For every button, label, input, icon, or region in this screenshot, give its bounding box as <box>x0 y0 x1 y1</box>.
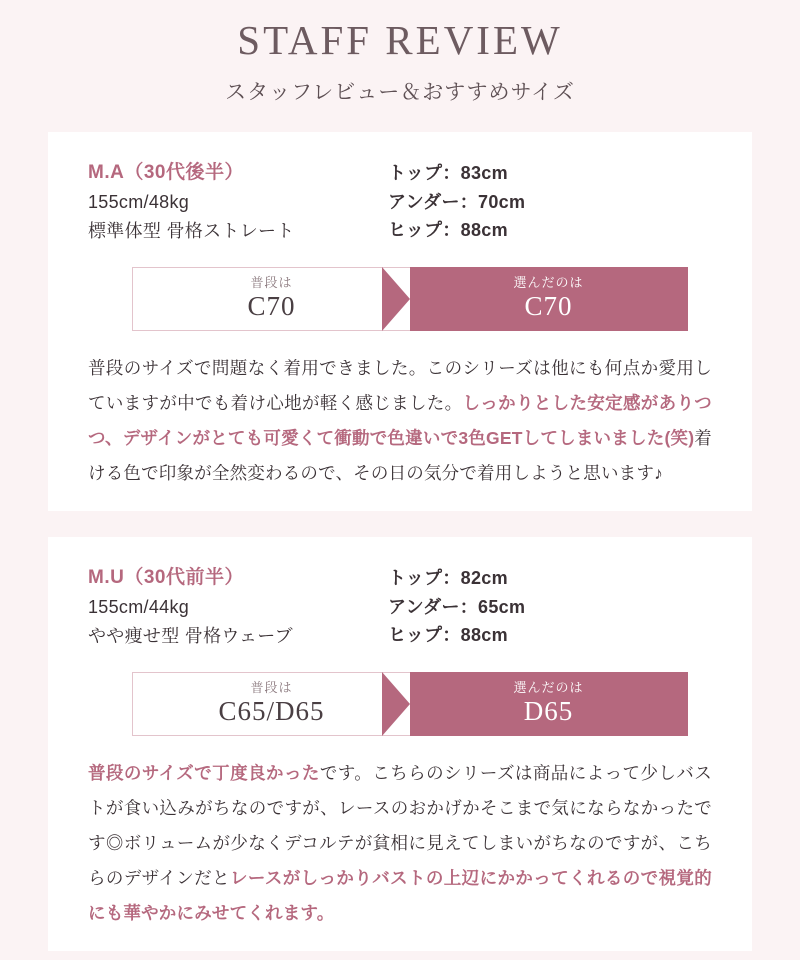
review-text-highlight: しっかりとした安定感がありつつ、デザインがとても可愛くて衝動で色違いで3色GETしてしまいました(笑) <box>88 393 712 449</box>
usual-size-value: C65/D65 <box>218 696 325 727</box>
chosen-size-block <box>410 267 688 331</box>
chosen-size-label: 選んだのは <box>513 680 584 696</box>
measurement-under: アンダー：70cm <box>388 191 526 212</box>
page-subtitle: スタッフレビュー＆おすすめサイズ <box>225 81 575 105</box>
measurement-under: アンダー：65cm <box>388 596 526 617</box>
reviewer-profile <box>88 158 712 245</box>
page-header <box>0 0 800 106</box>
reviewer-info <box>88 158 388 245</box>
page-title: STAFF REVIEW <box>237 17 563 63</box>
review-card <box>48 132 752 511</box>
usual-size-block <box>132 672 410 736</box>
measurement-hip: ヒップ：88cm <box>388 625 508 646</box>
reviewer-body-shape: 標準体型 骨格ストレート <box>88 220 295 241</box>
review-card-inner <box>48 563 752 931</box>
review-text-highlight-1: 普段のサイズで丁度良かった <box>88 763 320 784</box>
review-text-highlight-2: レースがしっかりバストの上辺にかかってくれるので視覚的にも華やかにみせてくれます。 <box>88 868 713 924</box>
review-text-part1: 普段のサイズで問題なく着用できました。このシリーズは他にも何点か愛用していますが中でも着け心地が軽く感じました。 <box>88 358 712 414</box>
review-text-middle: です。こちらのシリーズは商品によって少しバストが食い込みがちなのですが、レースのおかげかそこまで気にならなかったです◎ボリュームが少なくデコルテが貧相に見えてしまいがちなのですが、こちらのデザインだと <box>88 763 712 889</box>
arrow-backdrop-icon <box>382 267 410 331</box>
reviewer-measurements <box>388 563 712 649</box>
size-comparison-banner <box>132 267 688 331</box>
review-card-inner <box>48 158 752 491</box>
size-comparison-banner <box>132 672 688 736</box>
usual-size-label: 普段は <box>250 680 293 696</box>
review-card <box>48 537 752 951</box>
reviewer-name: M.A（30代後半） <box>88 162 244 184</box>
review-body-text <box>88 351 712 491</box>
chosen-size-label: 選んだのは <box>513 275 584 291</box>
reviewer-profile <box>88 563 712 650</box>
measurement-top: トップ：82cm <box>388 568 508 589</box>
usual-size-label: 普段は <box>250 275 293 291</box>
reviewer-body-spec: 155cm/44kg <box>88 596 190 617</box>
reviewer-body-shape: やや痩せ型 骨格ウェーブ <box>88 625 293 646</box>
review-body-text <box>88 756 712 931</box>
chosen-size-value: D65 <box>523 696 574 727</box>
measurement-top: トップ：83cm <box>388 163 508 184</box>
review-text-part2: 着ける色で印象が全然変わるので、その日の気分で着用しようと思います♪ <box>88 428 712 484</box>
chosen-size-value: C70 <box>524 291 573 322</box>
measurement-hip: ヒップ：88cm <box>388 220 508 241</box>
reviewer-body-spec: 155cm/48kg <box>88 191 190 212</box>
reviewer-info <box>88 563 388 650</box>
reviewer-measurements <box>388 158 712 244</box>
reviewer-name: M.U（30代前半） <box>88 567 244 589</box>
usual-size-block <box>132 267 410 331</box>
chosen-size-block <box>410 672 688 736</box>
arrow-backdrop-icon <box>382 672 410 736</box>
usual-size-value: C70 <box>247 291 296 322</box>
